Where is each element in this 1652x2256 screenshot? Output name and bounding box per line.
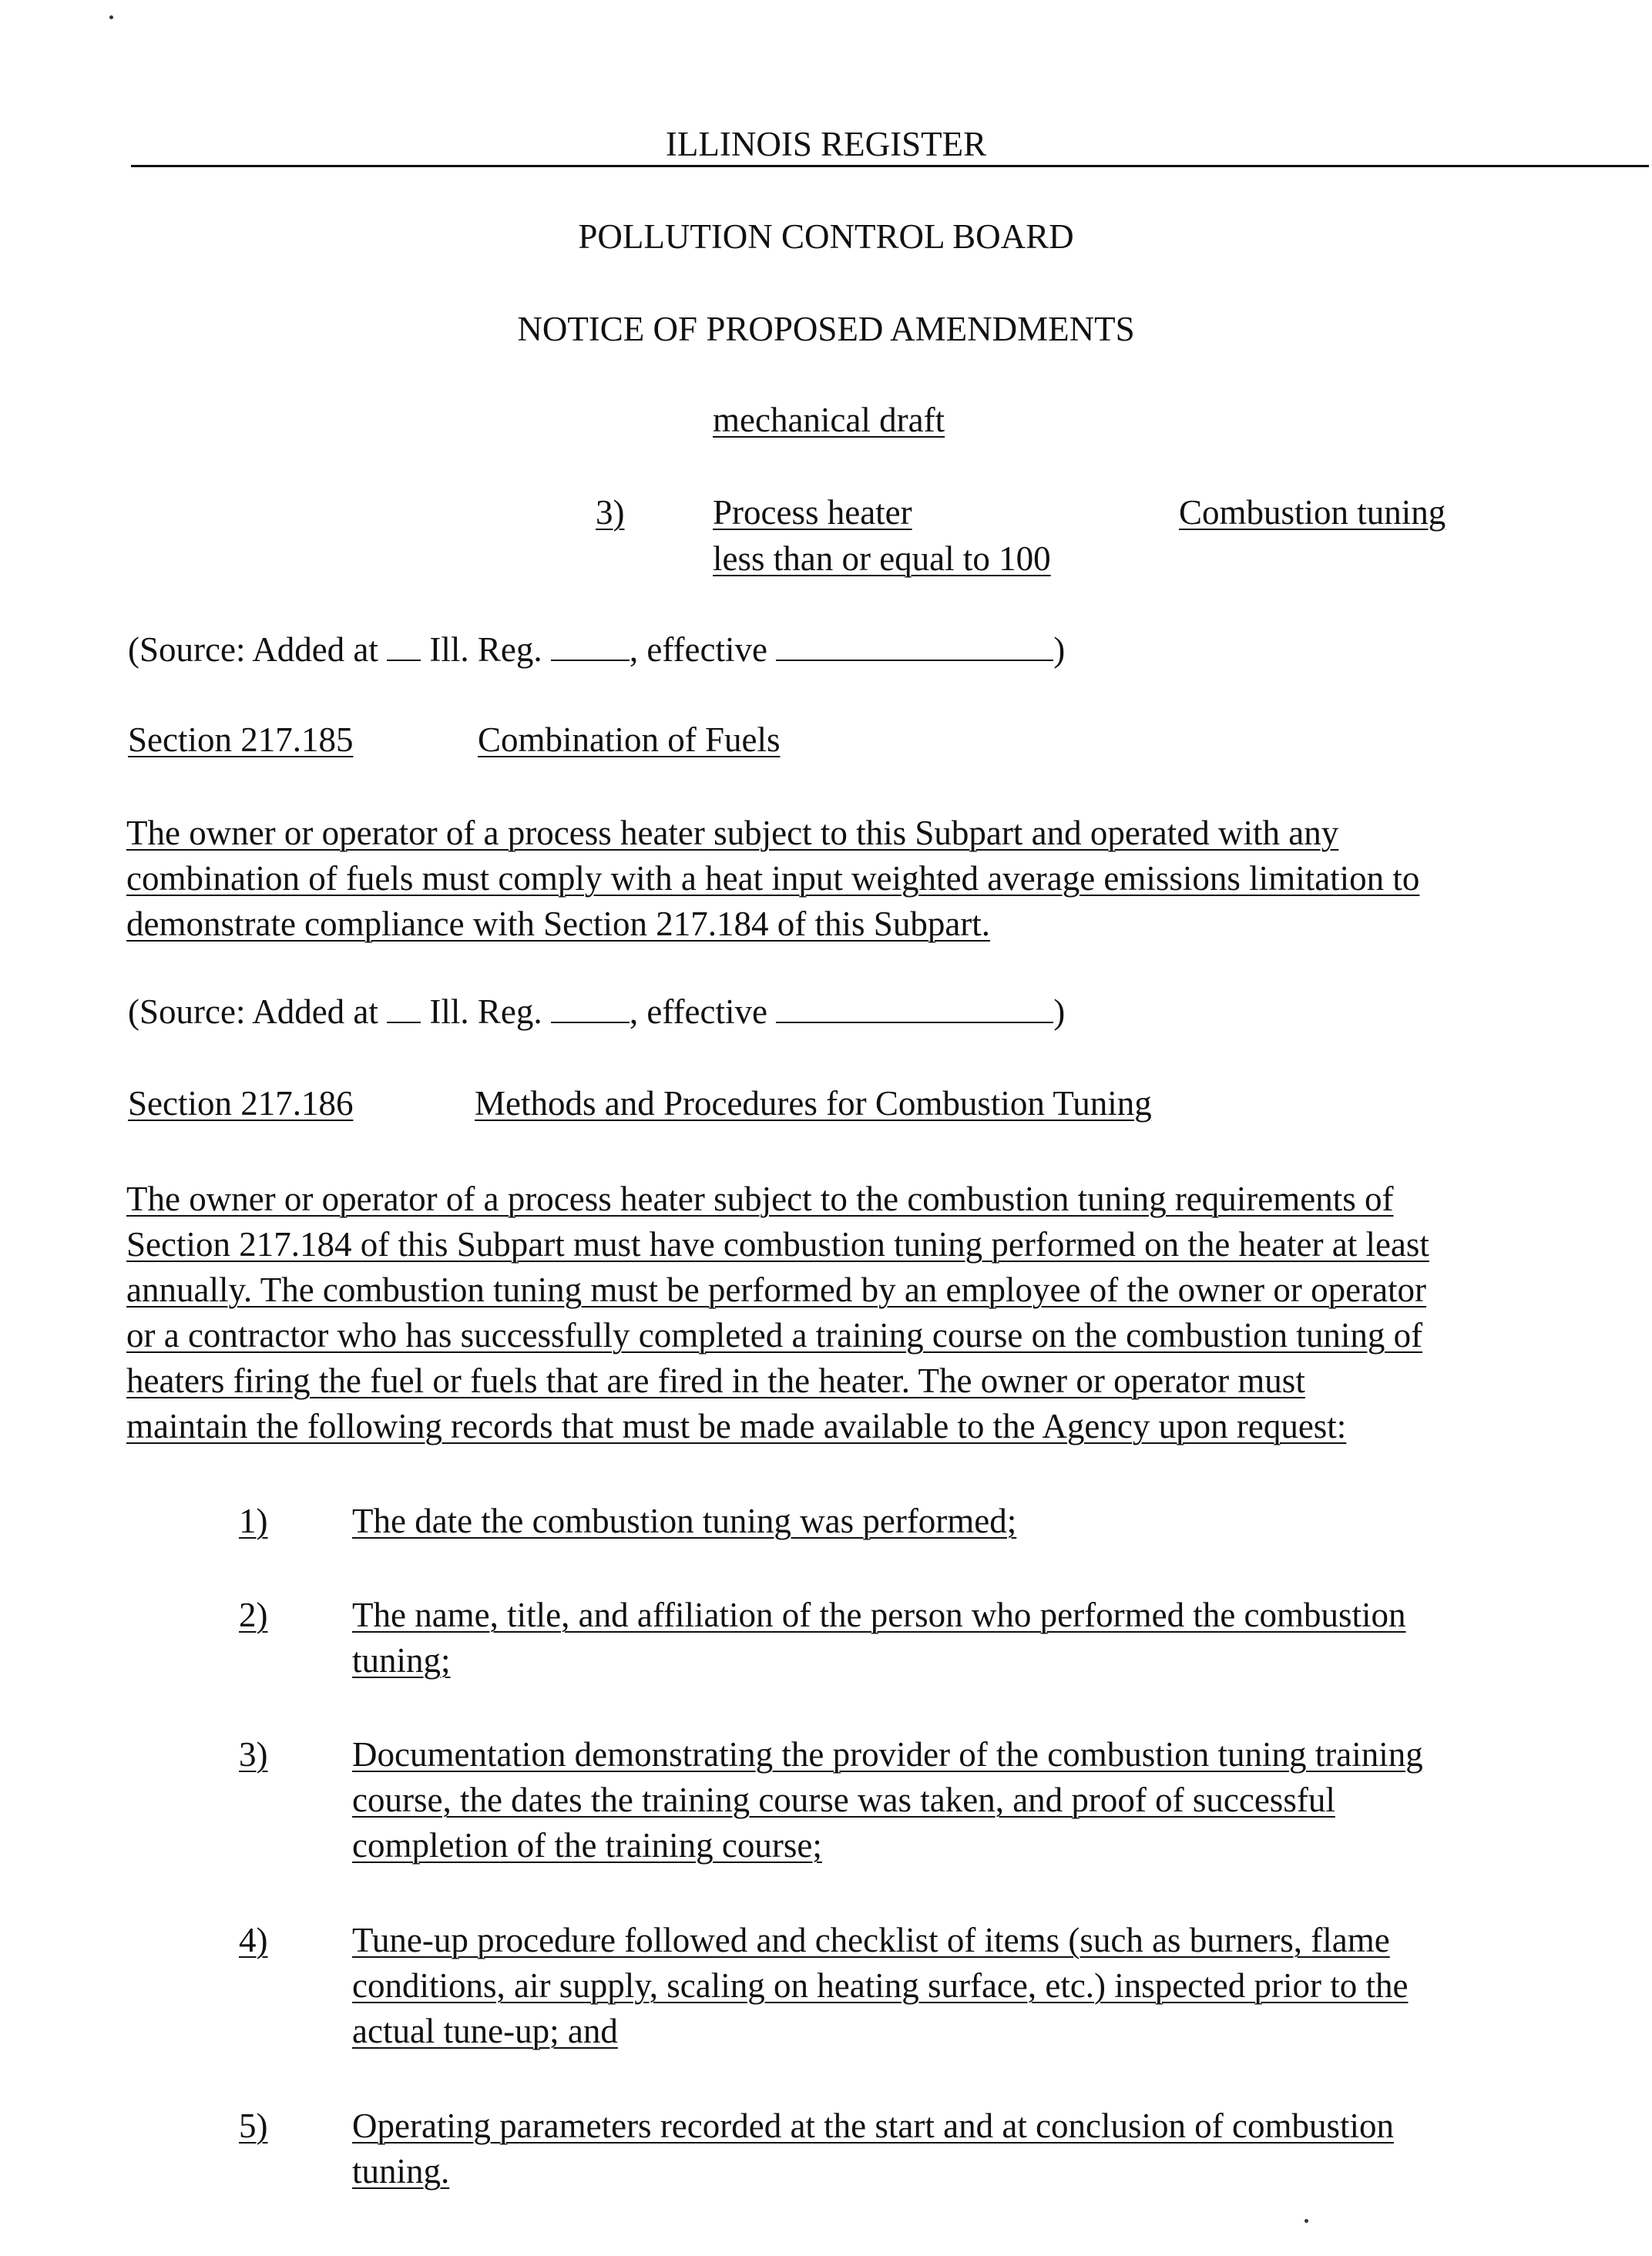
- table-row-requirement: Combustion tuning: [1179, 493, 1446, 532]
- list-item-number: 2): [239, 1596, 268, 1634]
- section-185-number: Section 217.185: [128, 720, 354, 759]
- list-item: Operating parameters recorded at the start and at conclusion of combustion tuning.: [352, 2107, 1395, 2191]
- table-continued-text: mechanical draft: [713, 401, 945, 439]
- list-item: The name, title, and affiliation of the person who performed the combustion tuning;: [352, 1596, 1406, 1680]
- list-item: Documentation demonstrating the provider of the combustion tuning training course, the dates the training course was taken, and proof of successful completion of the training course;: [352, 1735, 1423, 1865]
- blank-page: [551, 629, 630, 661]
- section-185-title: Combination of Fuels: [478, 720, 781, 759]
- blank-date: [776, 629, 1053, 661]
- blank-page: [551, 991, 630, 1023]
- list-item-number: 1): [239, 1502, 268, 1540]
- list-item-number: 4): [239, 1921, 268, 1959]
- header-rule: [131, 165, 1649, 167]
- board-title: POLLUTION CONTROL BOARD: [578, 217, 1074, 256]
- notice-title: NOTICE OF PROPOSED AMENDMENTS: [517, 310, 1135, 348]
- source-note-2: (Source: Added at Ill. Reg. , effective ): [128, 992, 1066, 1031]
- list-item: The date the combustion tuning was performed;: [352, 1502, 1017, 1540]
- list-item-number: 3): [239, 1735, 268, 1774]
- section-185-body: The owner or operator of a process heater subject to this Subpart and operated with any combination of fuels must comply with a heat input weighted average emissions limitation to demonstrate compliance with Section 217.184 of this Subpart.: [126, 814, 1420, 943]
- scan-speck: [109, 15, 113, 19]
- list-item-number: 5): [239, 2107, 268, 2145]
- list-item: Tune-up procedure followed and checklist of items (such as burners, flame conditions, air supply, scaling on heating surface, etc.) inspected prior to the actual tune-up; and: [352, 1921, 1409, 2050]
- table-row-label-line-2: less than or equal to 100: [713, 539, 1051, 578]
- section-186-body: The owner or operator of a process heater subject to the combustion tuning requirements of Section 217.184 of this Subpart must have combustion tuning performed on the heater at least annually. The combustion tuning must be performed by an employee of the owner or operator or a contractor who has successfully completed a training course on the combustion tuning of heaters firing the fuel or fuels that are fired in the heater. The owner or operator must maintain the following records that must be made available to the Agency upon request:: [126, 1180, 1429, 1445]
- section-186-number: Section 217.186: [128, 1084, 354, 1123]
- table-row-number: 3): [596, 493, 625, 532]
- blank-volume: [387, 629, 421, 661]
- blank-volume: [387, 991, 421, 1023]
- register-title: ILLINOIS REGISTER: [665, 125, 987, 163]
- section-186-title: Methods and Procedures for Combustion Tuning: [475, 1084, 1152, 1123]
- scan-speck: [1304, 2219, 1308, 2223]
- table-row-label-line-1: Process heater: [713, 493, 912, 532]
- source-note-1: (Source: Added at Ill. Reg. , effective ): [128, 630, 1066, 669]
- blank-date: [776, 991, 1053, 1023]
